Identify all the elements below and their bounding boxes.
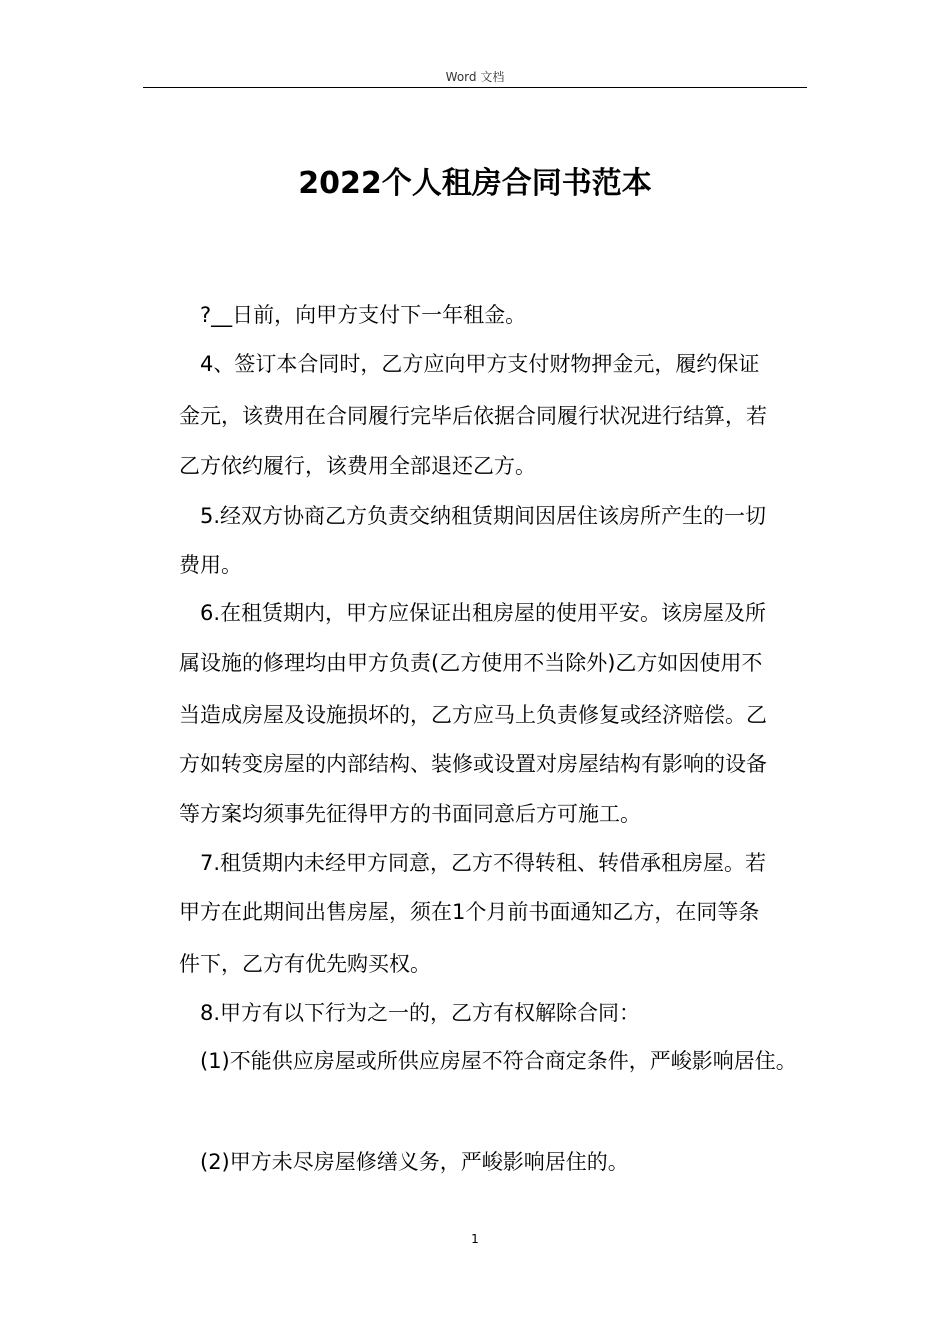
- paragraph-line: 8.甲方有以下行为之一的，乙方有权解除合同：: [200, 1001, 641, 1025]
- paragraph-line: 件下，乙方有优先购买权。: [179, 952, 431, 976]
- paragraph-line: 当造成房屋及设施损坏的，乙方应马上负责修复或经济赔偿。乙: [179, 703, 767, 727]
- paragraph-line: 4、签订本合同时，乙方应向甲方支付财物押金元，履约保证: [200, 352, 760, 376]
- paragraph-line: 6.在租赁期内，甲方应保证出租房屋的使用平安。该房屋及所: [200, 601, 767, 625]
- paragraph-line: 金元，该费用在合同履行完毕后依据合同履行状况进行结算，若: [179, 404, 767, 428]
- header-divider: [143, 87, 807, 88]
- paragraph-line: (1)不能供应房屋或所供应房屋不符合商定条件，严峻影响居住。: [200, 1049, 797, 1073]
- paragraph-line: 甲方在此期间出售房屋，须在1个月前书面通知乙方，在同等条: [179, 900, 760, 924]
- paragraph-line: 属设施的修理均由甲方负责(乙方使用不当除外)乙方如因使用不: [179, 651, 763, 675]
- paragraph-line: 5.经双方协商乙方负责交纳租赁期间因居住该房所产生的一切: [200, 504, 767, 528]
- page-header: Word 文档: [445, 70, 505, 84]
- paragraph-line: 7.租赁期内未经甲方同意，乙方不得转租、转借承租房屋。若: [200, 851, 767, 875]
- paragraph-line: 方如转变房屋的内部结构、装修或设置对房屋结构有影响的设备: [179, 752, 767, 776]
- paragraph-line: (2)甲方未尽房屋修缮义务，严峻影响居住的。: [200, 1150, 629, 1174]
- page-number: 1: [471, 1232, 479, 1246]
- paragraph-line: 费用。: [179, 553, 242, 577]
- paragraph-line: 等方案均须事先征得甲方的书面同意后方可施工。: [179, 802, 641, 826]
- document-title: 2022个人租房合同书范本: [298, 166, 652, 201]
- paragraph-line: 乙方依约履行，该费用全部退还乙方。: [179, 454, 536, 478]
- paragraph-line: ?__日前，向甲方支付下一年租金。: [200, 303, 527, 327]
